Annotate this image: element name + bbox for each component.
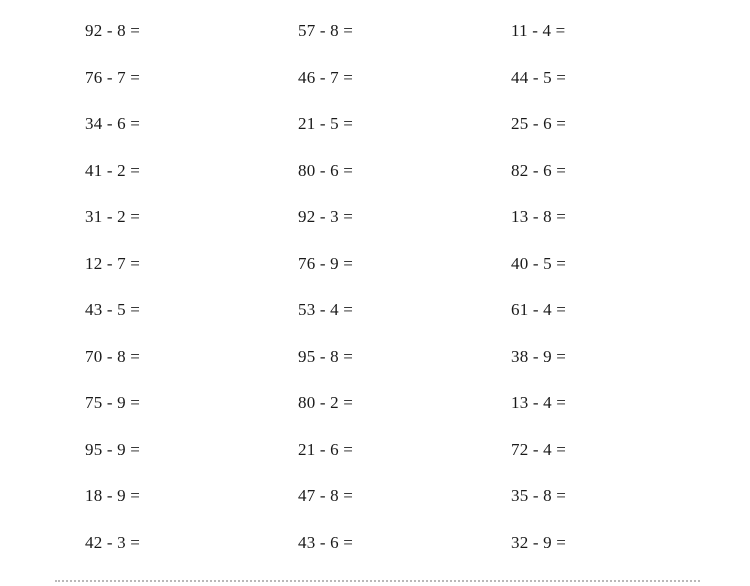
math-problem: 12 - 7 = xyxy=(85,253,141,273)
math-problem: 38 - 9 = xyxy=(511,346,567,366)
math-problem: 80 - 6 = xyxy=(298,160,354,180)
math-problem: 76 - 9 = xyxy=(298,253,354,273)
math-problem: 75 - 9 = xyxy=(85,393,141,412)
math-problem: 31 - 2 = xyxy=(85,207,141,226)
math-problem: 18 - 9 = xyxy=(85,486,141,505)
math-problem: 21 - 5 = xyxy=(298,114,354,133)
math-problem: 46 - 7 = xyxy=(298,67,354,87)
math-problem: 53 - 4 = xyxy=(298,300,354,319)
math-problem: 95 - 9 = xyxy=(85,439,141,459)
math-problem: 13 - 4 = xyxy=(511,393,567,412)
math-problem: 11 - 4 = xyxy=(511,21,566,40)
math-problem: 95 - 8 = xyxy=(298,346,354,366)
math-problem: 76 - 7 = xyxy=(85,67,141,87)
math-problem: 41 - 2 = xyxy=(85,160,141,180)
math-problem: 42 - 3 = xyxy=(85,532,141,552)
math-problem: 13 - 8 = xyxy=(511,207,567,226)
math-problem: 80 - 2 = xyxy=(298,393,354,412)
math-problem: 47 - 8 = xyxy=(298,486,354,505)
math-problem: 82 - 6 = xyxy=(511,160,567,180)
math-problem: 72 - 4 = xyxy=(511,439,567,459)
math-problem: 92 - 8 = xyxy=(85,21,141,40)
math-problem: 70 - 8 = xyxy=(85,346,141,366)
math-problem: 57 - 8 = xyxy=(298,21,354,40)
math-problem: 92 - 3 = xyxy=(298,207,354,226)
dotted-divider xyxy=(55,580,700,582)
math-problem: 43 - 5 = xyxy=(85,300,141,319)
math-problem: 21 - 6 = xyxy=(298,439,354,459)
math-problem: 25 - 6 = xyxy=(511,114,567,133)
math-problem: 35 - 8 = xyxy=(511,486,567,505)
math-problem: 43 - 6 = xyxy=(298,532,354,552)
math-problem: 40 - 5 = xyxy=(511,253,567,273)
math-problem: 61 - 4 = xyxy=(511,300,567,319)
math-problem: 34 - 6 = xyxy=(85,114,141,133)
math-problem: 44 - 5 = xyxy=(511,67,567,87)
math-problem: 32 - 9 = xyxy=(511,532,567,552)
